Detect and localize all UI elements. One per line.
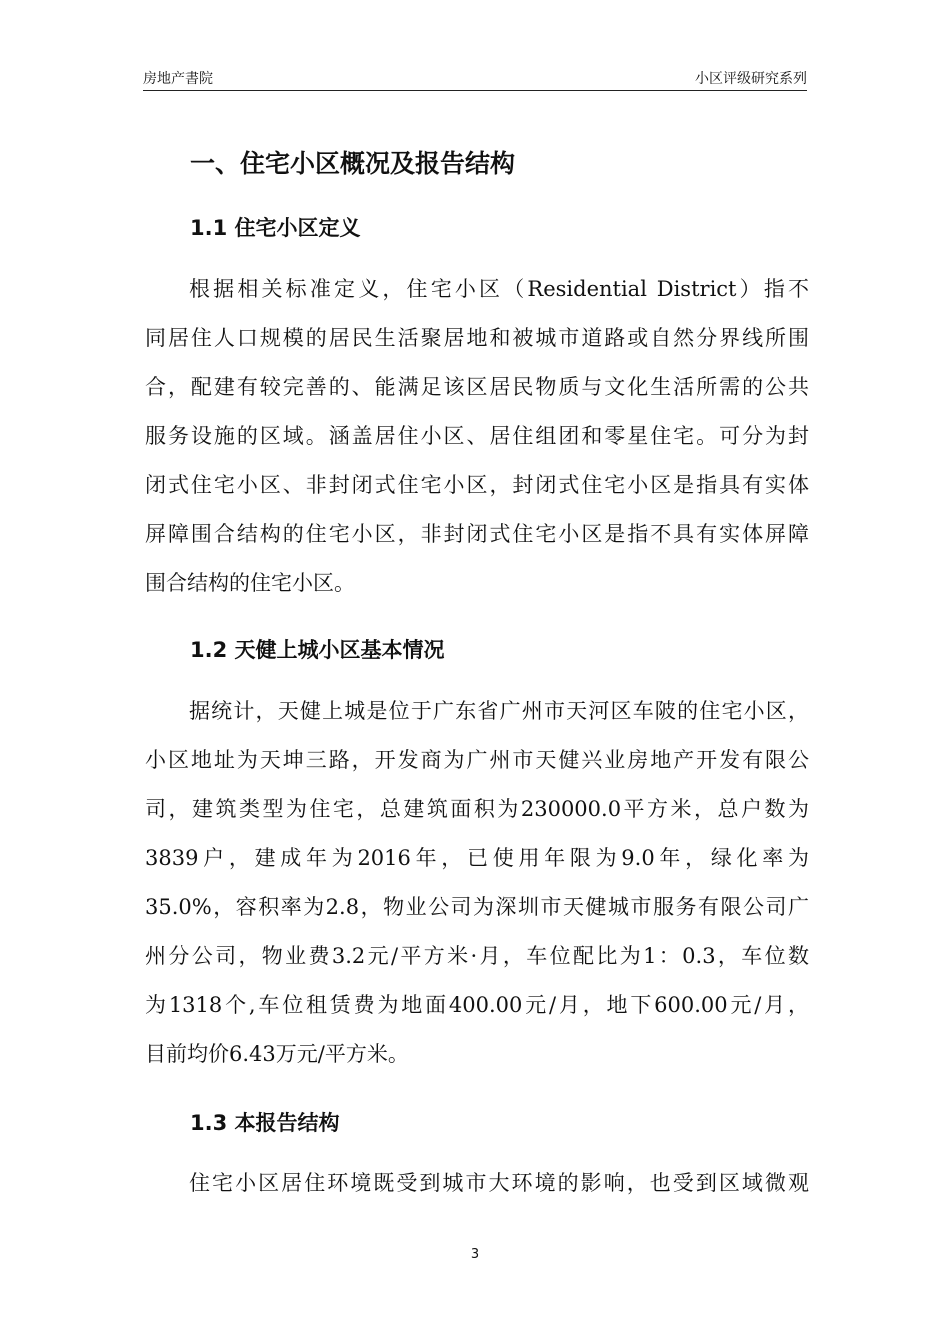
chapter-title: 一、住宅小区概况及报告结构 [190,149,516,178]
paragraph-line: 屏障围合结构的住宅小区，非封闭式住宅小区是指不具有实体屏障 [145,522,809,546]
paragraph-line: 州分公司，物业费3.2元/平方米·月，车位配比为1：0.3，车位数 [145,944,809,968]
header-series-title: 小区评级研究系列 [695,71,807,87]
section-title-1-3: 1.3 本报告结构 [190,1111,340,1135]
paragraph-line: 围合结构的住宅小区。 [145,571,355,595]
paragraph-line: 根据相关标准定义，住宅小区（Residential District）指不 [189,277,809,301]
section-1-2-paragraph [145,687,809,1079]
paragraph-line: 闭式住宅小区、非封闭式住宅小区，封闭式住宅小区是指具有实体 [145,473,809,497]
section-1-1-paragraph [145,265,809,608]
paragraph-line: 同居住人口规模的居民生活聚居地和被城市道路或自然分界线所围 [145,326,809,350]
paragraph-line: 据统计，天健上城是位于广东省广州市天河区车陂的住宅小区， [189,699,809,723]
paragraph-line: 3839户，建成年为2016年，已使用年限为9.0年，绿化率为 [145,846,809,870]
paragraph-line: 服务设施的区域。涵盖居住小区、居住组团和零星住宅。可分为封 [145,424,809,448]
section-title-1-2: 1.2 天健上城小区基本情况 [190,638,445,662]
page-number: 3 [470,1247,480,1262]
page-header [143,66,807,91]
section-title-1-1: 1.1 住宅小区定义 [190,216,361,240]
paragraph-line: 为1318个,车位租赁费为地面400.00元/月，地下600.00元/月， [145,993,809,1017]
paragraph-line: 35.0%，容积率为2.8，物业公司为深圳市天健城市服务有限公司广 [145,895,809,919]
header-publisher: 房地产書院 [143,71,213,87]
section-1-3-paragraph [145,1159,809,1208]
paragraph-line: 司，建筑类型为住宅，总建筑面积为230000.0平方米，总户数为 [145,797,809,821]
paragraph-line: 合，配建有较完善的、能满足该区居民物质与文化生活所需的公共 [145,375,809,399]
paragraph-line: 小区地址为天坤三路，开发商为广州市天健兴业房地产开发有限公 [145,748,809,772]
paragraph-line: 住宅小区居住环境既受到城市大环境的影响，也受到区域微观 [189,1171,809,1195]
paragraph-line: 目前均价6.43万元/平方米。 [145,1042,409,1066]
